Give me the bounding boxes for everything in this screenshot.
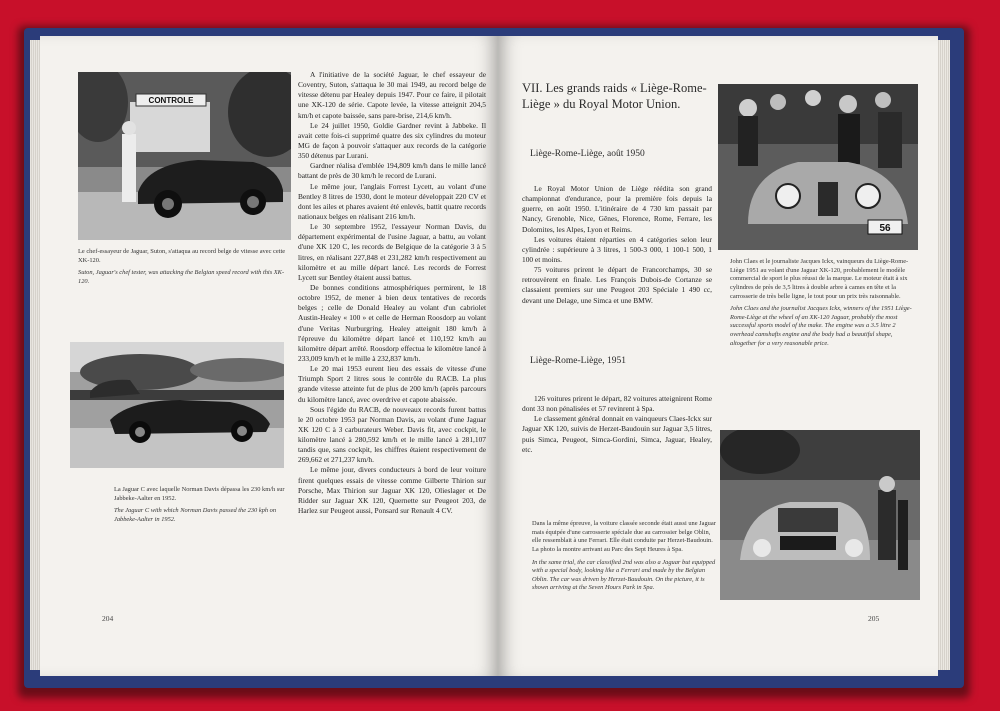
left-page <box>40 36 498 676</box>
section-1950-text <box>522 184 712 306</box>
section-1951-paragraph: Le classement général donnait en vainqueurs Claes-Ickx sur Jaguar XK 120, suivis de Herzet-Baudouin sur Jaguar 3,5 litres, puis Simca, Peugeot, Simca-Gordini, Simca, Jaguar, Healey, etc. <box>522 414 712 454</box>
section-1951-text <box>522 394 712 455</box>
section-heading-1951: Liège-Rome-Liège, 1951 <box>530 356 627 366</box>
jaguar-xk120-winners-photo <box>718 84 918 250</box>
jaguar-c-type-photo <box>70 342 284 468</box>
jaguar-xk120-controle-photo <box>78 72 291 240</box>
jaguar-oblin-coupe-photo <box>720 430 920 600</box>
photo1-caption-en: Suton, Jaguar's chef tester, was attacking the Belgian speed record with this XK-120. <box>78 269 285 285</box>
section-1950-paragraph: Le Royal Motor Union de Liège réédita son grand championnat d'endurance, pour la première fois depuis la guerre, en août 1950. L'itinéraire de 4 730 km passait par Nancy, Grenoble, Nice, Gênes, Florence, Rome, Ferrare, les Dolomites, les Alpes, Lyon et Reims. <box>522 184 712 234</box>
left-paragraph: Le 20 mai 1953 eurent lieu des essais de vitesse d'une Triumph Sport 2 litres sous le contrôle du RACB. La plus grande vitesse atteinte fut de plus de 200 km/h (après parcours du kilomètre lancé, avec overdrive et capote abaissée. <box>298 364 486 404</box>
controle-sign: CONTROLE <box>148 96 194 105</box>
plate-number: 56 <box>879 223 891 234</box>
photo4-caption <box>532 520 718 593</box>
page-number-left: 204 <box>102 614 114 623</box>
photo4-caption-en: In the same trial, the car classified 2nd was also a Jaguar but equipped with a special body, looking like a Ferrari and made by the Belgian Oblin. The car was driven by Herzet-Baudouin. On the picture, it is shown arriving at the Seven Hours Park in Spa. <box>532 558 716 592</box>
photo3-caption-fr: John Claes et le journaliste Jacques Ickx, vainqueurs du Liège-Rome-Liège 1951 au volant d'une Jaguar XK-120, probablement le modèle commercial de sport le plus réussi de la marque. Le moteur était à six cylindres de près de 3,5 litres à double arbre à cames en tête et la carrosserie de très belle ligne, le tout pour un prix très raisonnable. <box>730 258 909 300</box>
left-paragraph: Sous l'égide du RACB, de nouveaux records furent battus le 20 octobre 1953 par Norman Davis, au volant d'une Jaguar XK 120 C à 3 carburateurs Weber. Davis fit, avec cockpit, le kilomètre lancé à 280,592 km/h et le mille lancé à 281,107 tandis que, sans cockpit, les chiffres étaient respectivement de 269,662 et 271,237 km/h. <box>298 404 486 465</box>
left-paragraph: A l'initiative de la société Jaguar, le chef essayeur de Coventry, Suton, s'attaqua le 30 mai 1949, au record belge de vitesse détenu par Healey depuis 1947. Pour ce faire, il pilotait une XK-120 de série. Capote levée, la vitesse atteignit 204,5 km/h et capote baissée, sans pare-brise, 214,6 km/h. <box>298 70 486 120</box>
left-paragraph: Gardner réalisa d'emblée 194,809 km/h dans le mille lancé battant de près de 30 km/h le record de Lurani. <box>298 161 486 181</box>
photo2-caption <box>114 486 292 525</box>
left-paragraph: Le 30 septembre 1952, l'essayeur Norman Davis, du département expérimental de l'usine Jaguar, a battu, au volant d'une XK 120 C, les records de Belgique de la catégorie 3 à 5 litres, en réalisant 227,848 et 231,282 km/h respectivement au kilomètre et au mille départ lancé. Les records de Forrest Lycett sur Bentley étaient aussi battus. <box>298 222 486 282</box>
section-1951-paragraph: 126 voitures prirent le départ, 82 voitures atteignirent Rome dont 33 non pénalisées et 57 revinrent à Spa. <box>522 394 712 414</box>
section-heading-1950: Liège-Rome-Liège, août 1950 <box>530 149 645 159</box>
chapter-title: VII. Les grands raids « Liège-Rome-Liège » du Royal Motor Union. <box>522 81 707 112</box>
section-1950-paragraph: Les voitures étaient réparties en 4 catégories selon leur cylindrée : supérieure à 3 litres, 1 500-3 000, 1 100-1 500, 1 100 et moins. <box>522 234 712 264</box>
photo4-caption-fr: Dans la même épreuve, la voiture classée seconde était aussi une Jaguar mais équipée d'une carrosserie spéciale due au carrossier belge Oblin, elle ressemblait à une Ferrari. Elle était conduite par Herzet-Baudouin. La photo la montre arrivant au Parc des Sept Heures à Spa. <box>532 520 716 553</box>
left-paragraph: De bonnes conditions atmosphériques permirent, le 18 octobre 1952, de mener à bien deux tentatives de records belges ; celle de Donald Healey au volant d'un cabriolet Austin-Healey « 100 » et celle de Herman Roosdorp au volant d'une Veritas Nurburgring. Healey atteignit 180 km/h à l'épreuve du kilomètre départ lancé et 110,192 km/h au kilomètre départ arrêté. Roosdorp effectua le kilomètre lancé à 233,009 km/h et le mille à 232,837 km/h. <box>298 282 486 363</box>
left-article-text <box>298 70 486 516</box>
page-number-right: 205 <box>868 614 880 623</box>
photo1-caption-fr: Le chef-essayeur de Jaguar, Suton, s'attaqua au record belge de vitesse avec cette XK-120. <box>78 248 286 264</box>
section-1950-paragraph: 75 voitures prirent le départ de Francorchamps, 30 se retrouvèrent en finale. Les François Dubois-de Cortanze se classaient premiers sur une Peugeot 203 Spéciale 1 490 cc, devant une Delage, une Simca et une BMW. <box>522 265 712 305</box>
photo2-caption-en: The Jaguar C with which Norman Davis passed the 230 kph on Jabbeke-Aalter in 1952. <box>114 507 277 523</box>
left-paragraph: Le 24 juillet 1950, Goldie Gardner revint à Jabbeke. Il avait cette fois-ci supprimé quatre des six cylindres du moteur MG de façon à pouvoir s'attaquer aux records de la catégorie 350 détenus par Lurani. <box>298 120 486 161</box>
left-paragraph: Le même jour, l'anglais Forrest Lycett, au volant d'une Bentley 8 litres de 1930, dont le moteur développait 220 CV et dont les ailes et phares avaient été enlevés, battit quatre records nationaux belges en réalisant 216 km/h. <box>298 181 486 221</box>
left-paragraph: Le même jour, divers conducteurs à bord de leur voiture firent quelques essais de vitesse comme Gilberte Thirion sur Porsche, Max Thirion sur Jaguar XK 120, Olieslager et De Ridder sur Jaguar XK 120, Quernette sur Peugeot 203, de Harlez sur Peugeot aussi, Ponsard sur Renault 4 CV. <box>298 465 486 516</box>
right-page <box>498 36 938 676</box>
page-edges-right <box>936 40 950 670</box>
photo3-caption-en: John Claes and the journalist Jacques Ickx, winners of the 1951 Liège-Rome-Liège at the wheel of an XK-120 Jaguar, probably the most successful sports model of the make. The engine was a 3.5 litre 2 overhead camshafts engine and the body had a beautiful shape, altogether for a very reasonable price. <box>730 305 912 347</box>
photo3-caption <box>730 258 916 348</box>
photo1-caption <box>78 248 288 287</box>
photo2-caption-fr: La Jaguar C avec laquelle Norman Davis dépassa les 230 km/h sur Jabbeke-Aalter en 1952. <box>114 486 285 502</box>
